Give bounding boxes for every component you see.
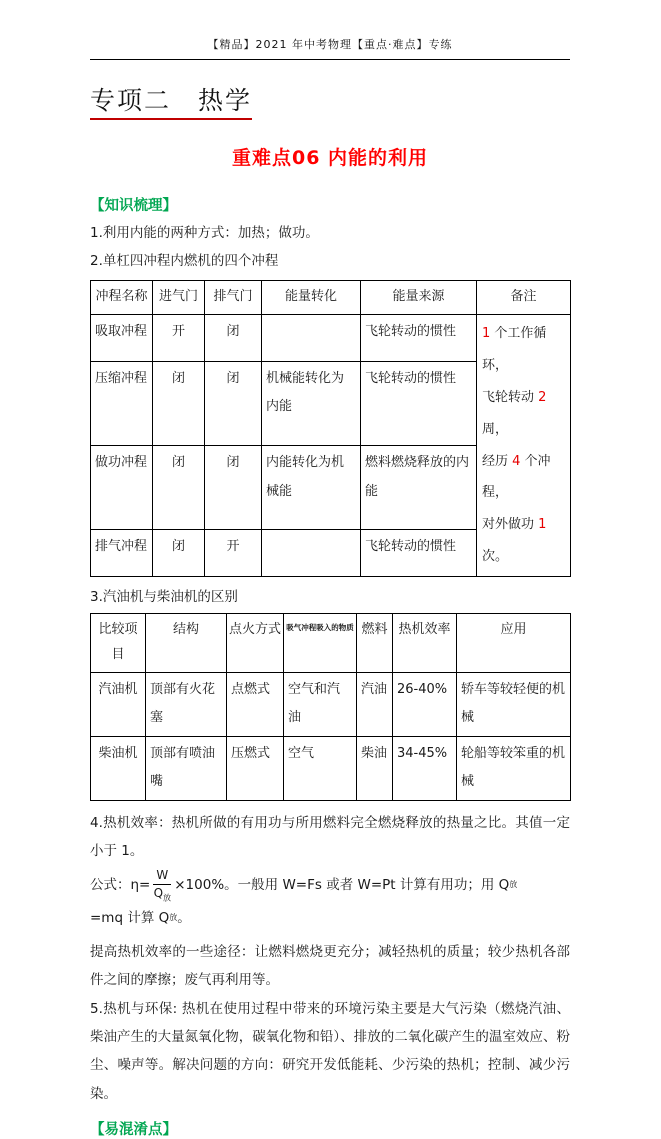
- table-header-cell: 排气门: [205, 281, 262, 315]
- table-cell: 点燃式: [227, 672, 284, 736]
- table-cell: 顶部有火花塞: [146, 672, 227, 736]
- table-cell: 飞轮转动的惯性: [361, 530, 477, 577]
- formula-mid1: ×100%。一般用 W=Fs 或者 W=Pt 计算有用功；用 Q: [174, 876, 510, 893]
- table-cell: 34-45%: [393, 736, 457, 800]
- table-cell: 内能转化为机械能: [262, 445, 361, 529]
- table-cell: 飞轮转动的惯性: [361, 361, 477, 445]
- table-header-cell: 点火方式: [227, 614, 284, 672]
- table-header-cell: 能量转化: [262, 281, 361, 315]
- table-cell: 轿车等较轻便的机械: [457, 672, 571, 736]
- remark-number: 4: [512, 453, 521, 469]
- page-subtitle: 重难点06 内能的利用: [231, 146, 429, 169]
- table-header-cell: 比较项目: [91, 614, 146, 672]
- table-cell: 机械能转化为内能: [262, 361, 361, 445]
- remark-text: 飞轮转动: [482, 389, 539, 405]
- table-cell: 顶部有喷油嘴: [146, 736, 227, 800]
- remark-text: 周，: [482, 421, 509, 437]
- formula-subscript: 放: [509, 880, 518, 890]
- table-cell: 闭: [153, 361, 205, 445]
- table-cell: 柴油机: [91, 736, 146, 800]
- table-header-cell: 进气门: [153, 281, 205, 315]
- table-cell: 压燃式: [227, 736, 284, 800]
- table-cell: 吸取冲程: [91, 315, 153, 362]
- remark-line: [482, 446, 566, 510]
- paragraph-item4: 4.热机效率：热机所做的有用功与所用燃料完全燃烧释放的热量之比。其值一定小于 1。: [90, 814, 570, 860]
- table-cell: 闭: [205, 361, 262, 445]
- page-title: 专项二 热学: [90, 87, 252, 120]
- table-cell: 闭: [153, 445, 205, 529]
- table-cell: 空气和汽油: [284, 672, 357, 736]
- table-header-cell: 结构: [146, 614, 227, 672]
- table-cell: 压缩冲程: [91, 361, 153, 445]
- table-cell: 燃料燃烧释放的内能: [361, 445, 477, 529]
- table-cell: 空气: [284, 736, 357, 800]
- table-cell: 26-40%: [393, 672, 457, 736]
- remark-number: 1: [482, 326, 491, 342]
- formula-paragraph: [90, 868, 570, 934]
- remark-text: 对外做功: [482, 517, 539, 533]
- table-header-row: [91, 281, 571, 315]
- table-cell: 柴油: [357, 736, 393, 800]
- remark-cell: [477, 315, 571, 577]
- paragraph-item4b: 提高热机效率的一些途径：让燃料燃烧更充分；减轻热机的质量；较少热机各部件之间的摩擦；废气再利用等。: [90, 944, 570, 989]
- paragraph-item3: 3.汽油机与柴油机的区别: [90, 588, 238, 605]
- table-cell: 闭: [205, 445, 262, 529]
- table-cell: 飞轮转动的惯性: [361, 315, 477, 362]
- table-cell: 轮船等较笨重的机械: [457, 736, 571, 800]
- table-header-row: [91, 614, 571, 672]
- table-header-cell: 能量来源: [361, 281, 477, 315]
- formula-prefix: 公式：η=: [90, 876, 151, 893]
- formula-end: 。: [177, 910, 191, 927]
- fraction-denominator-subscript: 放: [163, 893, 172, 903]
- table-row-intake-stroke: [91, 315, 571, 362]
- table-cell: 开: [153, 315, 205, 362]
- formula-subscript: 放: [169, 913, 178, 923]
- remark-text: 个冲程，: [482, 453, 551, 501]
- paragraph-item1: 1.利用内能的两种方式：加热；做功。: [90, 224, 319, 241]
- table-header-cell: 应用: [457, 614, 571, 672]
- remark-line: [482, 509, 566, 573]
- table-row-diesel-engine: [91, 736, 571, 800]
- table-cell: 开: [205, 530, 262, 577]
- paragraph-item2: 2.单杠四冲程内燃机的四个冲程: [90, 253, 279, 270]
- document-header: 【精品】2021 年中考物理【重点·难点】专练: [207, 38, 453, 51]
- paragraph-item5: 5.热机与环保: 热机在使用过程中带来的环境污染主要是大气污染（燃烧汽油、柴油产生的大量氮氧化物，碳氧化物和铅）、排放的二氧化碳产生的温室效应、粉尘、噪声等。解决问题的方向：研究开发低能耗、少污染的热机；控制、减少污染。: [90, 1000, 570, 1102]
- engine-strokes-table: [90, 280, 571, 576]
- remark-number: 2: [538, 389, 547, 405]
- table-header-cell: 热机效率: [393, 614, 457, 672]
- fraction-numerator: W: [153, 868, 171, 885]
- table-cell: 汽油机: [91, 672, 146, 736]
- table-cell: 闭: [153, 530, 205, 577]
- table-header-cell: 燃料: [357, 614, 393, 672]
- table-cell: [262, 530, 361, 577]
- fraction-denominator-symbol: Q: [153, 885, 164, 900]
- knowledge-section-label: 【知识梳理】: [90, 197, 177, 214]
- table-header-cell: 备注: [477, 281, 571, 315]
- table-cell: 汽油: [357, 672, 393, 736]
- table-cell: 做功冲程: [91, 445, 153, 529]
- table-row-gasoline-engine: [91, 672, 571, 736]
- title-row: [90, 60, 570, 120]
- formula-mid2: =mq 计算 Q: [90, 910, 170, 927]
- remark-text: 经历: [482, 453, 513, 469]
- table-header-cell: 冲程名称: [91, 281, 153, 315]
- remark-text: 个工作循环，: [482, 326, 547, 373]
- engine-comparison-table: [90, 613, 571, 801]
- table-header-cell-intake-substance: 吸气冲程吸入的物质: [284, 614, 357, 672]
- table-cell: [262, 315, 361, 362]
- table-cell: 排气冲程: [91, 530, 153, 577]
- fraction-denominator: [153, 885, 171, 903]
- remark-line: [482, 318, 566, 382]
- remark-line: [482, 382, 566, 446]
- remark-text: 次。: [482, 549, 509, 565]
- table-cell: 闭: [205, 315, 262, 362]
- confusion-section-label: 【易混淆点】: [90, 1122, 177, 1139]
- efficiency-fraction: [153, 868, 171, 903]
- remark-number: 1: [538, 517, 547, 533]
